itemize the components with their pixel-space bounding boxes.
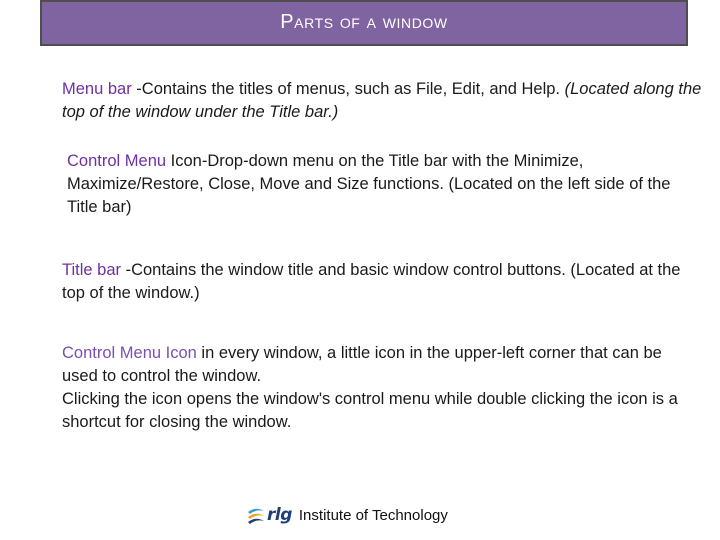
definition-text: -Contains the titles of menus, such as File, Edit, and Help. — [131, 80, 565, 98]
definition-paragraph — [62, 259, 702, 305]
title-banner — [40, 0, 688, 46]
definition-text: in every window, a little icon in the upper-left corner that can be used to control the window. — [62, 344, 662, 385]
definition-text: -Contains the window title and basic window control buttons. (Located at the top of the window.) — [62, 261, 681, 302]
definition-paragraph — [62, 78, 702, 124]
definition-text: Icon-Drop-down menu on the Title bar with the Minimize, Maximize/Restore, Close, Move and Size functions. (Located on the left side of the Title bar) — [67, 152, 671, 216]
term-label: Title bar — [62, 261, 121, 279]
definition-title-bar — [62, 259, 702, 305]
definition-menu-bar — [62, 78, 702, 124]
logo-text: rlg — [267, 505, 292, 525]
definition-paragraph-2: Clicking the icon opens the window's control menu while double clicking the icon is a shortcut for closing the window. — [62, 390, 678, 431]
definition-control-menu-icon — [62, 342, 702, 434]
term-label: Control Menu — [67, 152, 167, 170]
definition-paragraph — [62, 342, 702, 388]
term-label: Menu bar — [62, 80, 132, 98]
footer-label: Institute of Technology — [298, 506, 448, 524]
term-label: Control Menu Icon — [62, 344, 197, 362]
definition-paragraph — [67, 150, 697, 219]
institute-logo — [246, 505, 292, 525]
location-note: (Located along the top of the window under the Title bar.) — [62, 80, 702, 121]
logo-swoosh-icon — [246, 506, 266, 524]
page-title: Parts of a window — [280, 10, 448, 33]
footer — [246, 503, 448, 527]
definition-control-menu — [67, 150, 697, 219]
